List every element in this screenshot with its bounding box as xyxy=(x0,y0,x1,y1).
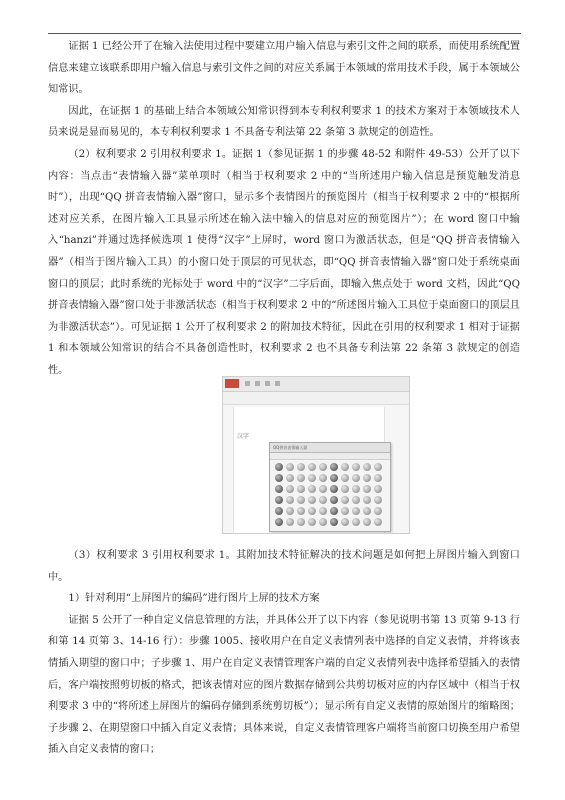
emoji-thumbnail-icon xyxy=(352,463,360,471)
emoji-thumbnail-icon xyxy=(308,496,316,504)
header-rule xyxy=(48,33,521,34)
emoji-input-popup xyxy=(269,442,391,532)
emoji-thumbnail-icon xyxy=(308,485,316,493)
emoji-thumbnail-icon xyxy=(352,496,360,504)
emoji-thumbnail-icon xyxy=(275,518,283,526)
toolbar-icon xyxy=(245,381,250,386)
emoji-thumbnail-icon xyxy=(286,507,294,515)
emoji-thumbnail-icon xyxy=(363,507,371,515)
emoji-thumbnail-icon xyxy=(308,463,316,471)
figure-word-text: 汉字 xyxy=(237,433,250,440)
emoji-thumbnail-icon xyxy=(319,485,327,493)
emoji-thumbnail-icon xyxy=(363,463,371,471)
emoji-grid xyxy=(270,460,390,530)
emoji-thumbnail-icon xyxy=(374,496,382,504)
emoji-thumbnail-icon xyxy=(352,485,360,493)
paragraph-3: （2）权利要求 2 引用权利要求 1。证据 1（参见证据 1 的步骤 48-52 和附件 49-53）公开了以下内容：当点击“表情输入器”菜单项时（相当于权利要求 2 中的“当所述用户输入信息是预览触发消息时”），出现“QQ 拼音表情输入器”窗口，显示多个表情图片的预览图片（相当于权利要求 2 中的“根据所述对应关系，在图片输入工具显示所述在输入法中输入的信息对应的预览图片”）；在 word 窗口中输入“hanzi”并通过选择候选项 1 使得“汉字”上屏时，word 窗口为激活状态，但是“QQ 拼音表情输入器”（相当于图片输入工具）的小窗口处于顶层的可见状态，即“QQ 拼音表情输入器”窗口处于系统桌面窗口的顶层；此时系统的光标处于 word 中的“汉字”二字后面，即输入焦点处于 word 文档，因此“QQ 拼音表情输入器”窗口处于非激活状态（相当于权利要求 2 中的“所述图片输入工具位于桌面窗口的顶层且为非激活状态”）。可见证据 1 公开了权利要求 2 的附加技术特征，因此在引用的权利要求 1 相对于证据 1 和本领域公知常识的结合不具备创造性时，权利要求 2 也不具备专利法第 22 条第 3 款规定的创造性。 xyxy=(48,148,520,376)
emoji-thumbnail-icon xyxy=(297,474,305,482)
popup-title: QQ拼音表情输入器 xyxy=(270,443,390,453)
emoji-thumbnail-icon xyxy=(363,518,371,526)
emoji-thumbnail-icon xyxy=(319,518,327,526)
emoji-thumbnail-icon xyxy=(286,496,294,504)
paragraph-4: （3）权利要求 3 引用权利要求 1。其附加技术特征解决的技术问题是如何把上屏图片输入到窗口中。 xyxy=(48,550,520,583)
emoji-thumbnail-icon xyxy=(319,507,327,515)
emoji-thumbnail-icon xyxy=(363,485,371,493)
app-logo-icon xyxy=(225,379,239,388)
emoji-thumbnail-icon xyxy=(308,474,316,482)
toolbar-icon xyxy=(255,381,260,386)
emoji-thumbnail-icon xyxy=(374,485,382,493)
emoji-thumbnail-icon xyxy=(341,474,349,482)
popup-tabs xyxy=(270,453,390,460)
emoji-thumbnail-icon xyxy=(275,463,283,471)
emoji-thumbnail-icon xyxy=(286,485,294,493)
toolbar-icon xyxy=(275,381,280,386)
paragraph-2: 因此，在证据 1 的基础上结合本领域公知常识得到本专利权利要求 1 的技术方案对于本领域技术人员来说是显而易见的，本专利权利要求 1 不具备专利法第 22 条第 3 款规定的创造性。 xyxy=(48,105,520,139)
emoji-thumbnail-icon xyxy=(352,518,360,526)
emoji-thumbnail-icon xyxy=(374,518,382,526)
emoji-thumbnail-icon xyxy=(308,507,316,515)
paragraph-6: 证据 5 公开了一种自定义信息管理的方法，并具体公开了以下内容（参见说明书第 13 页第 9-13 行和第 14 页第 3、14-16 行）：步骤 1005、接收用户在自定义表情列表中选择的自定义表情，并将该表情插入期望的窗口中；子步骤 1、用户在自定义表情管理客户端的自定义表情列表中选择希望插入的表情后，客户端按照剪切板的格式，把该表情对应的图片数据存储到公共剪切板对应的内存区域中（相当于权利要求 3 中的“将所述上屏图片的编码存储到系统剪切板”）；显示所有自定义表情的原始图片的缩略图；子步骤 2、在期望窗口中插入自定义表情；具体来说，自定义表情管理客户端将当前窗口切换至用户希望插入自定义表情的窗口； xyxy=(48,614,520,756)
emoji-thumbnail-icon xyxy=(308,518,316,526)
embedded-screenshot-figure xyxy=(222,376,410,534)
emoji-thumbnail-icon xyxy=(319,474,327,482)
emoji-thumbnail-icon xyxy=(297,518,305,526)
emoji-thumbnail-icon xyxy=(297,485,305,493)
emoji-thumbnail-icon xyxy=(330,463,338,471)
emoji-thumbnail-icon xyxy=(341,507,349,515)
document-body-continued xyxy=(48,545,520,761)
emoji-thumbnail-icon xyxy=(319,496,327,504)
figure-toolbar xyxy=(223,392,409,405)
emoji-thumbnail-icon xyxy=(341,496,349,504)
emoji-thumbnail-icon xyxy=(330,507,338,515)
emoji-thumbnail-icon xyxy=(341,485,349,493)
emoji-thumbnail-icon xyxy=(374,474,382,482)
emoji-thumbnail-icon xyxy=(275,496,283,504)
emoji-thumbnail-icon xyxy=(352,507,360,515)
emoji-thumbnail-icon xyxy=(330,496,338,504)
emoji-thumbnail-icon xyxy=(297,463,305,471)
emoji-thumbnail-icon xyxy=(341,518,349,526)
paragraph-5: 1）针对利用“上屏图片的编码”进行图片上屏的技术方案 xyxy=(68,593,320,605)
emoji-thumbnail-icon xyxy=(297,507,305,515)
document-body xyxy=(48,38,520,382)
emoji-thumbnail-icon xyxy=(374,463,382,471)
emoji-thumbnail-icon xyxy=(330,485,338,493)
emoji-thumbnail-icon xyxy=(286,463,294,471)
emoji-thumbnail-icon xyxy=(286,474,294,482)
emoji-thumbnail-icon xyxy=(363,474,371,482)
emoji-thumbnail-icon xyxy=(374,507,382,515)
emoji-thumbnail-icon xyxy=(363,496,371,504)
emoji-thumbnail-icon xyxy=(330,518,338,526)
emoji-thumbnail-icon xyxy=(341,463,349,471)
emoji-thumbnail-icon xyxy=(352,474,360,482)
toolbar-icon xyxy=(265,381,270,386)
paragraph-1: 证据 1 已经公开了在输入法使用过程中要建立用户输入信息与索引文件之间的联系，而使用系统配置信息来建立该联系即用户输入信息与索引文件之间的对应关系属于本领域的常用技术手段，属于本领域公知常识。 xyxy=(48,41,520,96)
emoji-thumbnail-icon xyxy=(319,463,327,471)
emoji-thumbnail-icon xyxy=(275,474,283,482)
emoji-thumbnail-icon xyxy=(275,507,283,515)
emoji-thumbnail-icon xyxy=(275,485,283,493)
emoji-thumbnail-icon xyxy=(330,474,338,482)
figure-ribbon xyxy=(223,377,409,392)
emoji-thumbnail-icon xyxy=(297,496,305,504)
emoji-thumbnail-icon xyxy=(286,518,294,526)
